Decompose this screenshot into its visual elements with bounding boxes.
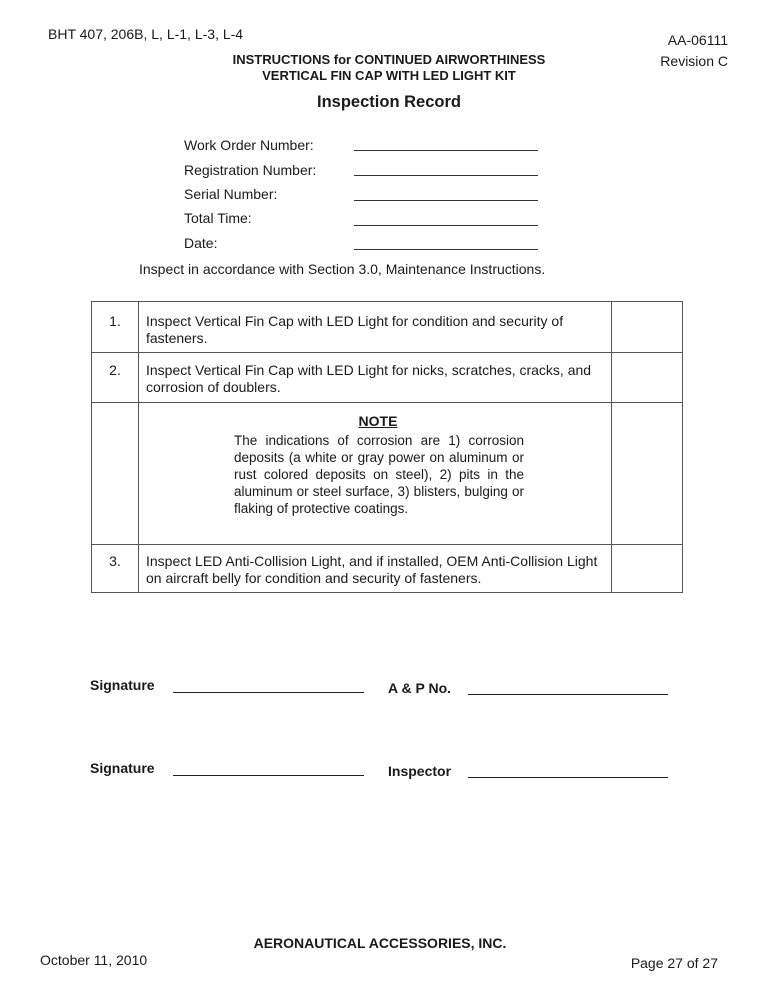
serial-label: Serial Number: bbox=[184, 186, 278, 202]
task-text: Inspect LED Anti-Collision Light, and if installed, OEM Anti-Collision Light on aircraft belly for condition and security of fasteners. bbox=[146, 553, 598, 586]
inspection-table bbox=[91, 301, 683, 593]
header-models: BHT 407, 206B, L, L-1, L-3, L-4 bbox=[48, 26, 244, 42]
total-time-field[interactable] bbox=[354, 225, 538, 226]
note-body: The indications of corrosion are 1) corrosion deposits (a white or gray power on aluminum or rust colored deposits on steel), 2) pits in the aluminum or steel surface, 3) blisters, bulging or flaking of protective coatings. bbox=[234, 433, 524, 516]
signature-field[interactable] bbox=[173, 775, 364, 776]
work-order-label: Work Order Number: bbox=[184, 137, 314, 153]
footer-company: AERONAUTICAL ACCESSORIES, INC. bbox=[253, 935, 507, 951]
inspector-label: Inspector bbox=[388, 763, 452, 779]
inspect-instruction: Inspect in accordance with Section 3.0, Maintenance Instructions. bbox=[139, 261, 546, 277]
signature-field[interactable] bbox=[173, 692, 364, 693]
table-row-divider bbox=[92, 544, 682, 545]
title-line-1: INSTRUCTIONS for CONTINUED AIRWORTHINESS bbox=[232, 52, 546, 67]
revision: Revision C bbox=[660, 53, 728, 69]
date-label: Date: bbox=[184, 235, 218, 251]
task-3-check-cell[interactable] bbox=[612, 545, 682, 592]
task-number: 1. bbox=[109, 313, 121, 329]
task-number: 3. bbox=[109, 553, 121, 569]
ap-number-label: A & P No. bbox=[388, 680, 452, 696]
task-number: 2. bbox=[109, 362, 121, 378]
title-line-2: VERTICAL FIN CAP WITH LED LIGHT KIT bbox=[262, 68, 516, 83]
signature-label: Signature bbox=[90, 677, 155, 693]
table-row-divider bbox=[92, 402, 682, 403]
registration-label: Registration Number: bbox=[184, 162, 317, 178]
task-1-check-cell[interactable] bbox=[612, 302, 682, 352]
ap-number-field[interactable] bbox=[468, 694, 668, 695]
task-text: Inspect Vertical Fin Cap with LED Light for nicks, scratches, cracks, and corrosion of doublers. bbox=[146, 362, 592, 395]
total-time-label: Total Time: bbox=[184, 210, 252, 226]
doc-number: AA-06111 bbox=[667, 32, 728, 48]
note-title: NOTE bbox=[358, 413, 398, 429]
page-title: Inspection Record bbox=[317, 93, 461, 111]
date-field[interactable] bbox=[354, 249, 538, 250]
task-text: Inspect Vertical Fin Cap with LED Light for condition and security of fasteners. bbox=[146, 313, 564, 346]
serial-field[interactable] bbox=[354, 200, 538, 201]
registration-field[interactable] bbox=[354, 175, 538, 176]
footer-date: October 11, 2010 bbox=[40, 952, 148, 968]
work-order-field[interactable] bbox=[354, 150, 538, 151]
inspector-field[interactable] bbox=[468, 777, 668, 778]
table-divider-number bbox=[138, 302, 139, 592]
table-row-divider bbox=[92, 352, 682, 353]
task-2-check-cell[interactable] bbox=[612, 353, 682, 402]
page-number: Page 27 of 27 bbox=[630, 955, 718, 971]
document-title bbox=[0, 52, 768, 84]
signature-label: Signature bbox=[90, 760, 155, 776]
